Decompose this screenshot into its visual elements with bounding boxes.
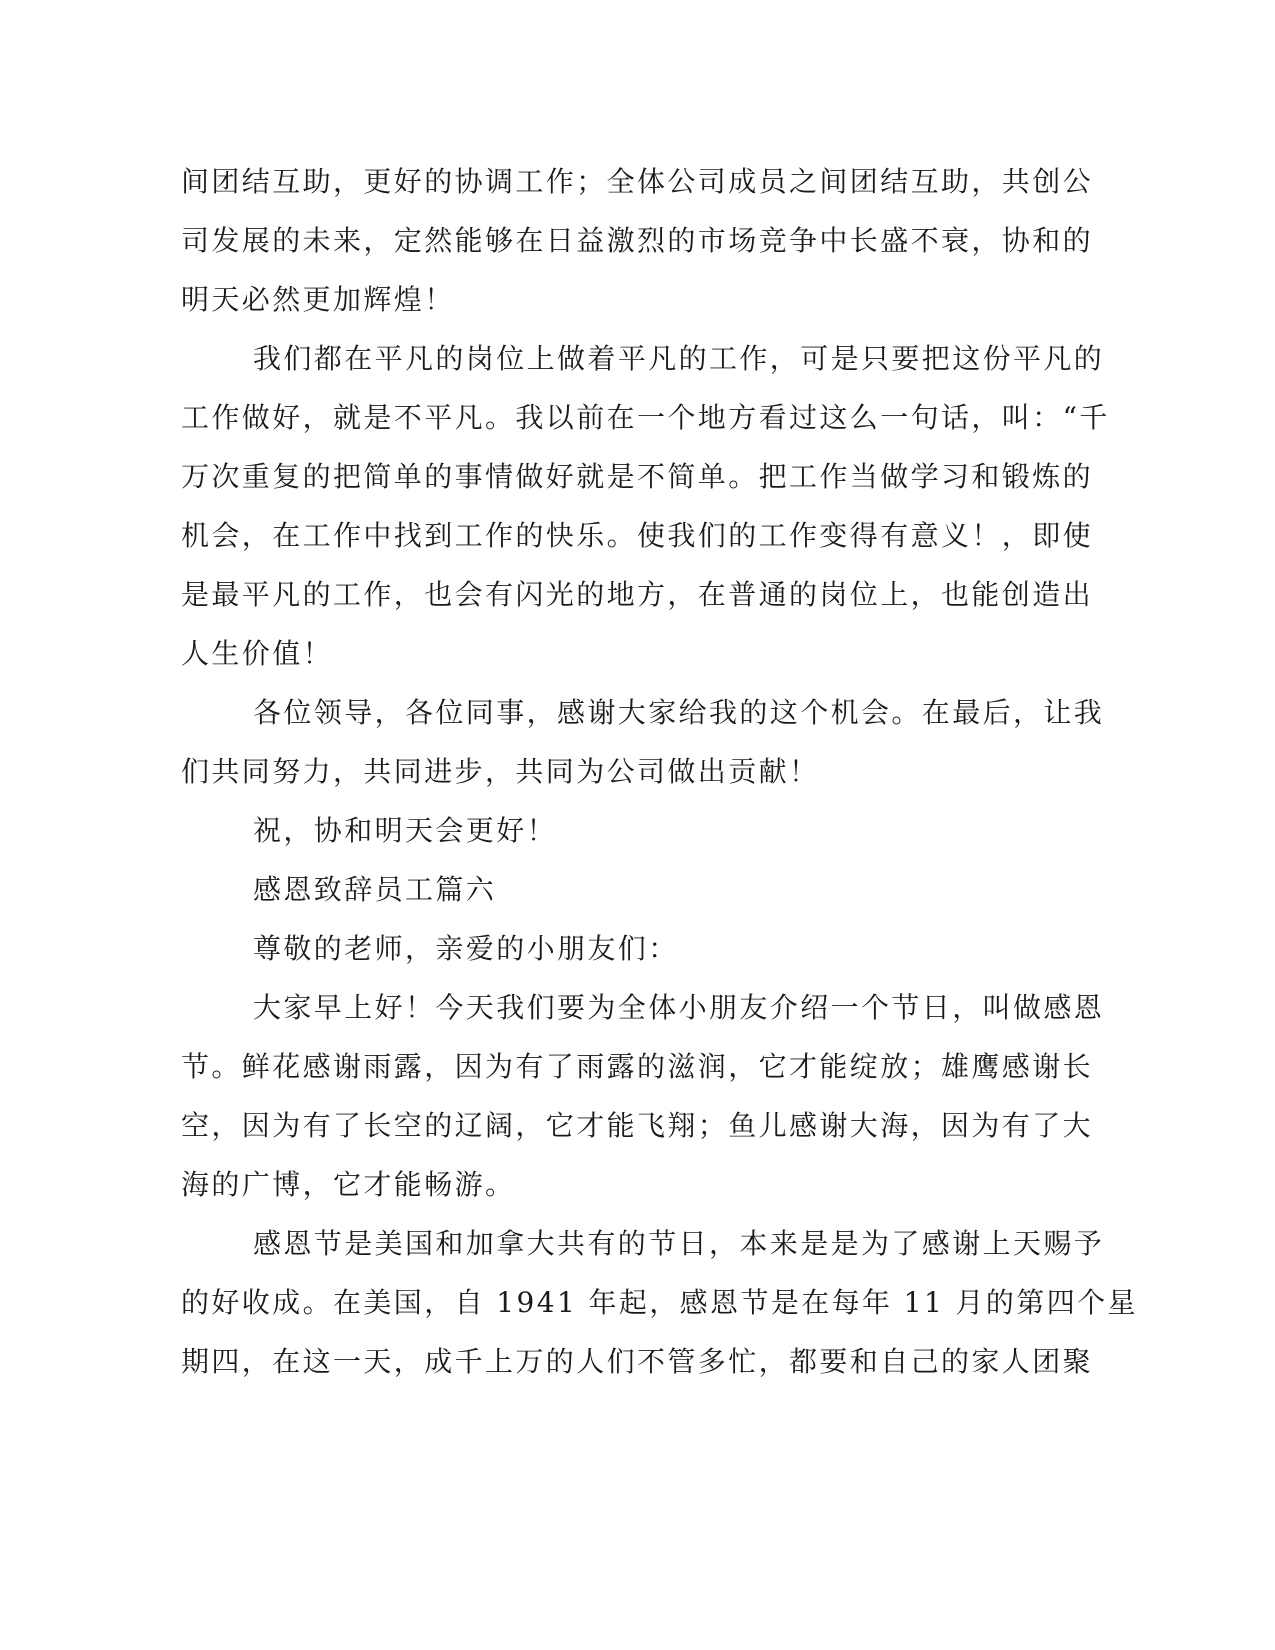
text-line: 海的广博，它才能畅游。 (181, 1168, 516, 1201)
paragraph-start-line: 我们都在平凡的岗位上做着平凡的工作，可是只要把这份平凡的 (253, 342, 1105, 375)
text-line: 空，因为有了长空的辽阔，它才能飞翔；鱼儿感谢大海，因为有了大 (181, 1109, 1094, 1142)
text-line: 的好收成。在美国，自 1941 年起，感恩节是在每年 11 月的第四个星 (181, 1286, 1138, 1319)
text-line: 人生价值！ (181, 637, 334, 670)
salutation-line: 尊敬的老师，亲爱的小朋友们： (253, 932, 679, 965)
text-line: 万次重复的把简单的事情做好就是不简单。把工作当做学习和锻炼的 (181, 460, 1094, 493)
text-line: 是最平凡的工作，也会有闪光的地方，在普通的岗位上，也能创造出 (181, 578, 1094, 611)
text-line: 机会，在工作中找到工作的快乐。使我们的工作变得有意义！，即使 (181, 519, 1094, 552)
paragraph-start-line: 感恩节是美国和加拿大共有的节日，本来是是为了感谢上天赐予 (253, 1227, 1105, 1260)
text-line: 明天必然更加辉煌！ (181, 283, 455, 316)
paragraph-start-line: 各位领导，各位同事，感谢大家给我的这个机会。在最后，让我 (253, 696, 1105, 729)
document-body (181, 152, 1138, 1391)
paragraph-start-line: 祝，协和明天会更好！ (253, 814, 558, 847)
text-line: 节。鲜花感谢雨露，因为有了雨露的滋润，它才能绽放；雄鹰感谢长 (181, 1050, 1094, 1083)
text-line: 司发展的未来，定然能够在日益激烈的市场竞争中长盛不衰，协和的 (181, 224, 1094, 257)
section-title-line: 感恩致辞员工篇六 (253, 873, 497, 906)
paragraph-start-line: 大家早上好！今天我们要为全体小朋友介绍一个节日，叫做感恩 (253, 991, 1105, 1024)
text-line: 工作做好，就是不平凡。我以前在一个地方看过这么一句话，叫：“千 (181, 401, 1110, 434)
text-line: 们共同努力，共同进步，共同为公司做出贡献！ (181, 755, 820, 788)
text-line: 间团结互助，更好的协调工作；全体公司成员之间团结互助，共创公 (181, 165, 1094, 198)
text-line: 期四，在这一天，成千上万的人们不管多忙，都要和自己的家人团聚 (181, 1345, 1094, 1378)
